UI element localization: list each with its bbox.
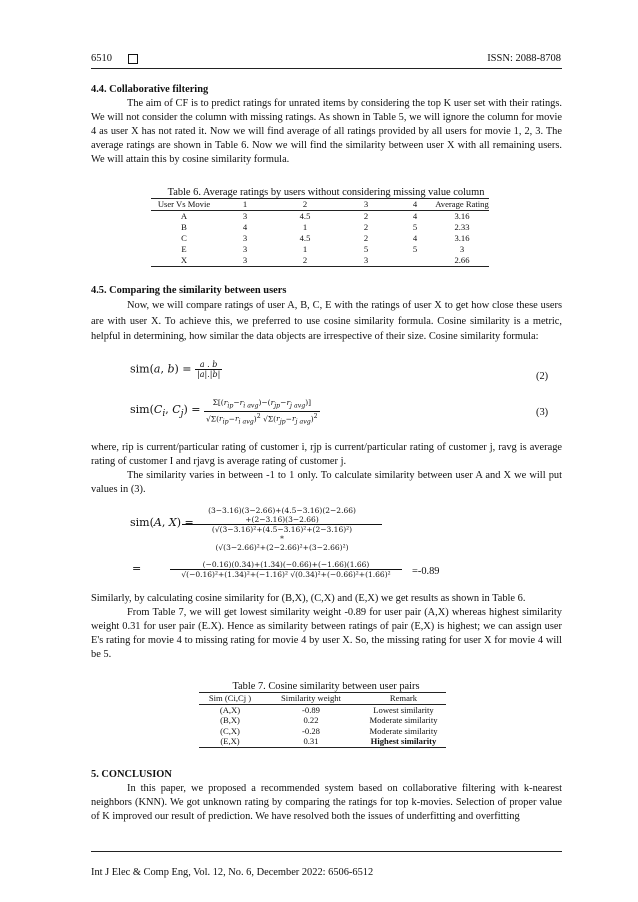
section-title-5: 5. CONCLUSION: [91, 769, 172, 780]
table6-header-cell: User Vs Movie: [157, 199, 211, 210]
table-row: [151, 244, 489, 255]
table6-header-cell: Average Rating: [435, 199, 489, 210]
table-cell: 3.16: [454, 233, 470, 244]
section-title-4-5: 4.5. Comparing the similarity between users: [91, 285, 287, 296]
table-cell: Moderate similarity: [369, 715, 438, 725]
table-cell: 4: [412, 233, 418, 244]
page-number: 6510: [91, 53, 112, 64]
table-cell: 1: [302, 244, 308, 255]
table-row: [151, 233, 489, 244]
table-cell: 3: [242, 233, 248, 244]
table-cell: 0.22: [303, 715, 319, 725]
table6-header-cell: 4: [412, 199, 418, 210]
table-row: [199, 705, 446, 716]
table-cell: 4.5: [299, 233, 311, 244]
table6-header-cell: 3: [363, 199, 369, 210]
issn: ISSN: 2088-8708: [487, 53, 561, 64]
table7-header-row: [199, 693, 446, 704]
paragraph-4-5: Now, we will compare ratings of user A, B, C, E with the ratings of user X to get how close these users are with user X. To achieve this, we preferred to use cosine similarity formula. Cosine similarity is a metric, helpful in determining, how similar the data objects are irrespective of their size. Cosine similarity formula:: [91, 300, 562, 342]
table-cell: (C,X): [220, 725, 240, 736]
table-cell: 3: [242, 255, 248, 266]
table-cell: 3: [242, 244, 248, 255]
table-cell: 3: [242, 211, 248, 222]
equation-3: $sim(C_i$, $C_j$) = $\frac{\Sigma[(r_{ip}-r_{i avg})-(r_{jp}-r_{j avg})]}{√\Sigma(r_{ip}-r_{i avg})^2 √\Sigma(r_{jp}-r_{j avg})^2}$: [130, 398, 318, 426]
table6-header-cell: 2: [302, 199, 308, 210]
table-cell: [395, 255, 435, 266]
table7-caption: Table 7. Cosine similarity between user pairs: [232, 681, 420, 692]
table-cell: 3: [363, 255, 369, 266]
table7-header-cell: Similarity weight: [281, 693, 341, 703]
table-cell: 2.66: [454, 255, 470, 266]
section-title-4-4: 4.4. Collaborative filtering: [91, 84, 209, 95]
table-row: [151, 222, 489, 233]
table6-caption: Table 6. Average ratings by users without considering missing value column: [167, 187, 485, 198]
header-rule: [91, 68, 562, 69]
table-cell: 3: [459, 244, 465, 255]
similarly-paragraph: Similarly, by calculating cosine similarity for (B,X), (C,X) and (E,X) we get results as shown in Table 6.: [91, 593, 526, 604]
table-cell: 3.16: [454, 211, 470, 222]
table-cell: 4.5: [299, 211, 311, 222]
table-cell: Highest similarity: [370, 736, 437, 746]
table-cell: E: [181, 244, 187, 255]
table6: [151, 198, 489, 267]
table-cell: (B,X): [220, 715, 240, 725]
table-cell: 2: [363, 211, 369, 222]
table-cell: 4: [412, 211, 418, 222]
paragraph-4-4: The aim of CF is to predict ratings for unrated items by considering the top K user set with their ratings. We will not consider the column with missing ratings. As shown in Table 5, we will ignore the column for movie 4 as user X has not rated it. Now we will find average of all ratings provided by all users for movie 1, 2, 3. The average ratings are shown in Table 6. Now we will find the similarity between user X with all remaining users. We will attain this by cosine similarity formula.: [91, 98, 562, 165]
equation-3-number: (3): [536, 407, 549, 418]
table-cell: 2.33: [454, 222, 470, 233]
paragraph-5: In this paper, we proposed a recommended system based on collaborative filtering with k-nearest neighbors (KNN). We got unknown rating by comparing the ratings for top k-movies. Selection of proper value of K improved our result of prediction. We have resolved both the issues of underfitting and overfitting: [91, 783, 562, 822]
table-cell: 1: [302, 222, 308, 233]
table-cell: (E,X): [220, 736, 240, 746]
table-cell: 2: [363, 222, 369, 233]
table-row: [199, 736, 446, 747]
table-row: [199, 715, 446, 726]
from-table7-paragraph: From Table 7, we will get lowest similarity weight -0.89 for user pair (A,X) whereas highest similarity weight 0.31 for user pair (E.X). Hence as similarity between ratings of pair (E,X) is highest; we can assign user E's rating for movie 4 to missing rating for movie 4 by user X. So, the missing rating for user X for movie 4 will be 5.: [91, 607, 562, 660]
equation-2: sim(a, b) = $\frac{a . b}{|a|.|b|}$: [130, 360, 221, 379]
table-cell: 2: [363, 233, 369, 244]
table-cell: 5: [412, 244, 418, 255]
table-cell: 5: [412, 222, 418, 233]
table-cell: C: [181, 233, 187, 244]
table-row: [199, 726, 446, 737]
table-cell: Moderate similarity: [369, 725, 438, 736]
equation-2-number: (2): [536, 371, 549, 382]
table-cell: -0.28: [302, 725, 320, 736]
table-cell: Lowest similarity: [373, 704, 434, 715]
table-cell: 2: [302, 255, 308, 266]
similarity-result: =-0.89: [412, 566, 440, 577]
table-cell: 0.31: [303, 736, 319, 746]
table7: [199, 692, 446, 748]
table-cell: X: [180, 255, 188, 266]
table-cell: A: [180, 211, 188, 222]
table-cell: -0.89: [302, 704, 320, 715]
footer-journal: Int J Elec & Comp Eng, Vol. 12, No. 6, December 2022: 6506-6512: [91, 867, 374, 878]
table-cell: 5: [363, 244, 369, 255]
table-row: [151, 255, 489, 266]
footer-rule: [91, 851, 562, 852]
where-paragraph: where, rip is current/particular rating of customer i, rjp is current/particular rating of customer j, ravg is average rating of customer I and rjavg is average rating of customer j.: [91, 442, 562, 467]
table-cell: 4: [242, 222, 248, 233]
table-cell: B: [181, 222, 187, 233]
table7-header-cell: Sim (Ci,Cj ): [208, 693, 252, 703]
table-row: [151, 211, 489, 222]
table6-header-row: [151, 199, 489, 211]
page-header: [91, 52, 561, 68]
table-cell: (A,X): [219, 704, 241, 715]
table7-header-cell: Remark: [389, 693, 418, 703]
table6-header-cell: 1: [242, 199, 248, 210]
varies-paragraph: The similarity varies in between -1 to 1 only. To calculate similarity between user A and X we will put values in (3).: [91, 470, 562, 495]
square-icon: [128, 54, 138, 64]
